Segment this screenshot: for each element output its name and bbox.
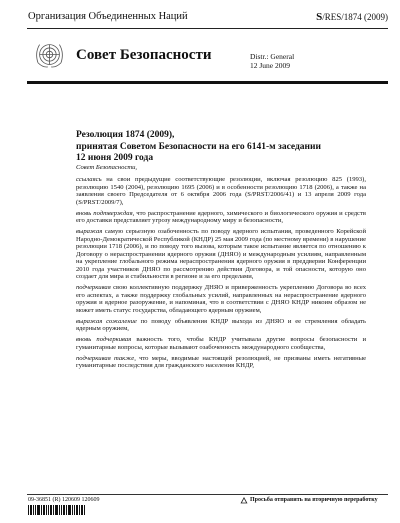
- un-emblem-icon: [33, 38, 66, 71]
- paragraph: [76, 318, 366, 333]
- footer-document-id: 09-36851 (R) 120609 120609: [28, 497, 100, 503]
- paragraph-lead: ссылаясь: [76, 176, 102, 184]
- paragraph: [76, 228, 366, 281]
- paragraph-text: , что меры, вводимые настоящей резолюцией, не призваны иметь негативные гуманитарные последствия для гражданского населения КНДР,: [76, 354, 366, 370]
- header-thick-rule: [27, 81, 388, 84]
- council-name: Совет Безопасности: [76, 47, 212, 63]
- paragraph-lead: вновь подчеркивая: [76, 336, 132, 344]
- paragraph-lead: вновь подтверждая: [76, 209, 133, 217]
- recycle-icon: [240, 497, 248, 505]
- organization-name: Организация Объединенных Наций: [28, 11, 188, 22]
- opener-text: Совет Безопасности,: [76, 164, 138, 171]
- symbol-prefix: S: [316, 11, 323, 23]
- paragraph: [76, 210, 366, 225]
- paragraph: [76, 355, 366, 370]
- resolution-body: [76, 164, 366, 373]
- symbol-rest: /RES/1874 (2009): [322, 12, 388, 22]
- paragraph-lead: подчеркивая: [76, 284, 111, 292]
- paragraph: [76, 336, 366, 351]
- paragraph: [76, 176, 366, 206]
- paragraph: [76, 284, 366, 314]
- document-date: 12 June 2009: [250, 61, 290, 70]
- paragraph-text: важность того, чтобы КНДР учитывала другие вопросы безопасности и гуманитарные вопросы, которые вызывают озабоченность международного сообщества,: [76, 336, 366, 351]
- adopted-line-2: 12 июня 2009 года: [76, 153, 154, 163]
- resolution-title: [76, 130, 321, 165]
- distribution-line: Distr.: General: [250, 52, 295, 61]
- recycle-note: Просьба отправить на вторичную переработку: [250, 497, 378, 503]
- document-symbol: [316, 11, 388, 23]
- paragraph-lead: выражая: [76, 228, 103, 236]
- distribution-info: [250, 52, 294, 70]
- body-opener: [76, 164, 366, 172]
- adopted-line-1: принятая Советом Безопасности на его 6141-м заседании: [76, 141, 321, 152]
- paragraph-lead: выражая сожаление: [76, 317, 137, 325]
- paragraph-text: свою коллективную поддержку ДНЯО и приверженность укреплению Договора во всех его аспектах, а также поддержку глобальных усилий, направленных на нераспространение ядерного оружия и ядерное разоружение, и напоминая, что в соответствии с ДНЯО КНДР никоим образом не может иметь статус государства, обладающего ядерным оружием,: [76, 284, 366, 314]
- paragraph-text: самую серьезную озабоченность по поводу ядерного испытания, проведенного Корейской Народно-Демократической Республикой (КНДР) 25 мая 2009 года (по местному времени) в нарушение резолюции 1718 (2006), и по поводу того вызова, которым такое испытание является по отношению к Договору о нераспространении ядерного оружия (ДНЯО) и международным усилиям, направленным на укрепление глобального режима нераспространения ядерного оружия в преддверии Конференции 2010 года участников ДНЯО по рассмотрению действия Договора, и той опасности, которую оно создает для мира и стабильности в регионе и за его пределами,: [76, 228, 366, 281]
- paragraph-text: на свои предыдущие соответствующие резолюции, включая резолюцию 825 (1993), резолюцию 1540 (2004), резолюцию 1695 (2006) и в особенности резолюцию 1718 (2006), а также на заявления своего Председателя от 6 октября 2006 года (S/PRST/2006/41) и 13 апреля 2009 года (S/PRST/2009/7),: [76, 176, 366, 206]
- resolution-number: Резолюция 1874 (2009),: [76, 130, 175, 140]
- paragraph-lead: подчеркивая также: [76, 354, 135, 362]
- paragraph-text: по поводу объявления КНДР выхода из ДНЯО и ее стремления обладать ядерным оружием,: [76, 317, 366, 333]
- header-rule: [27, 28, 388, 29]
- paragraph-text: , что распространение ядерного, химического и биологического оружия и средств его доставки представляет угрозу международному миру и безопасности,: [76, 209, 366, 225]
- barcode-icon: [28, 505, 86, 515]
- footer-rule: [27, 494, 388, 495]
